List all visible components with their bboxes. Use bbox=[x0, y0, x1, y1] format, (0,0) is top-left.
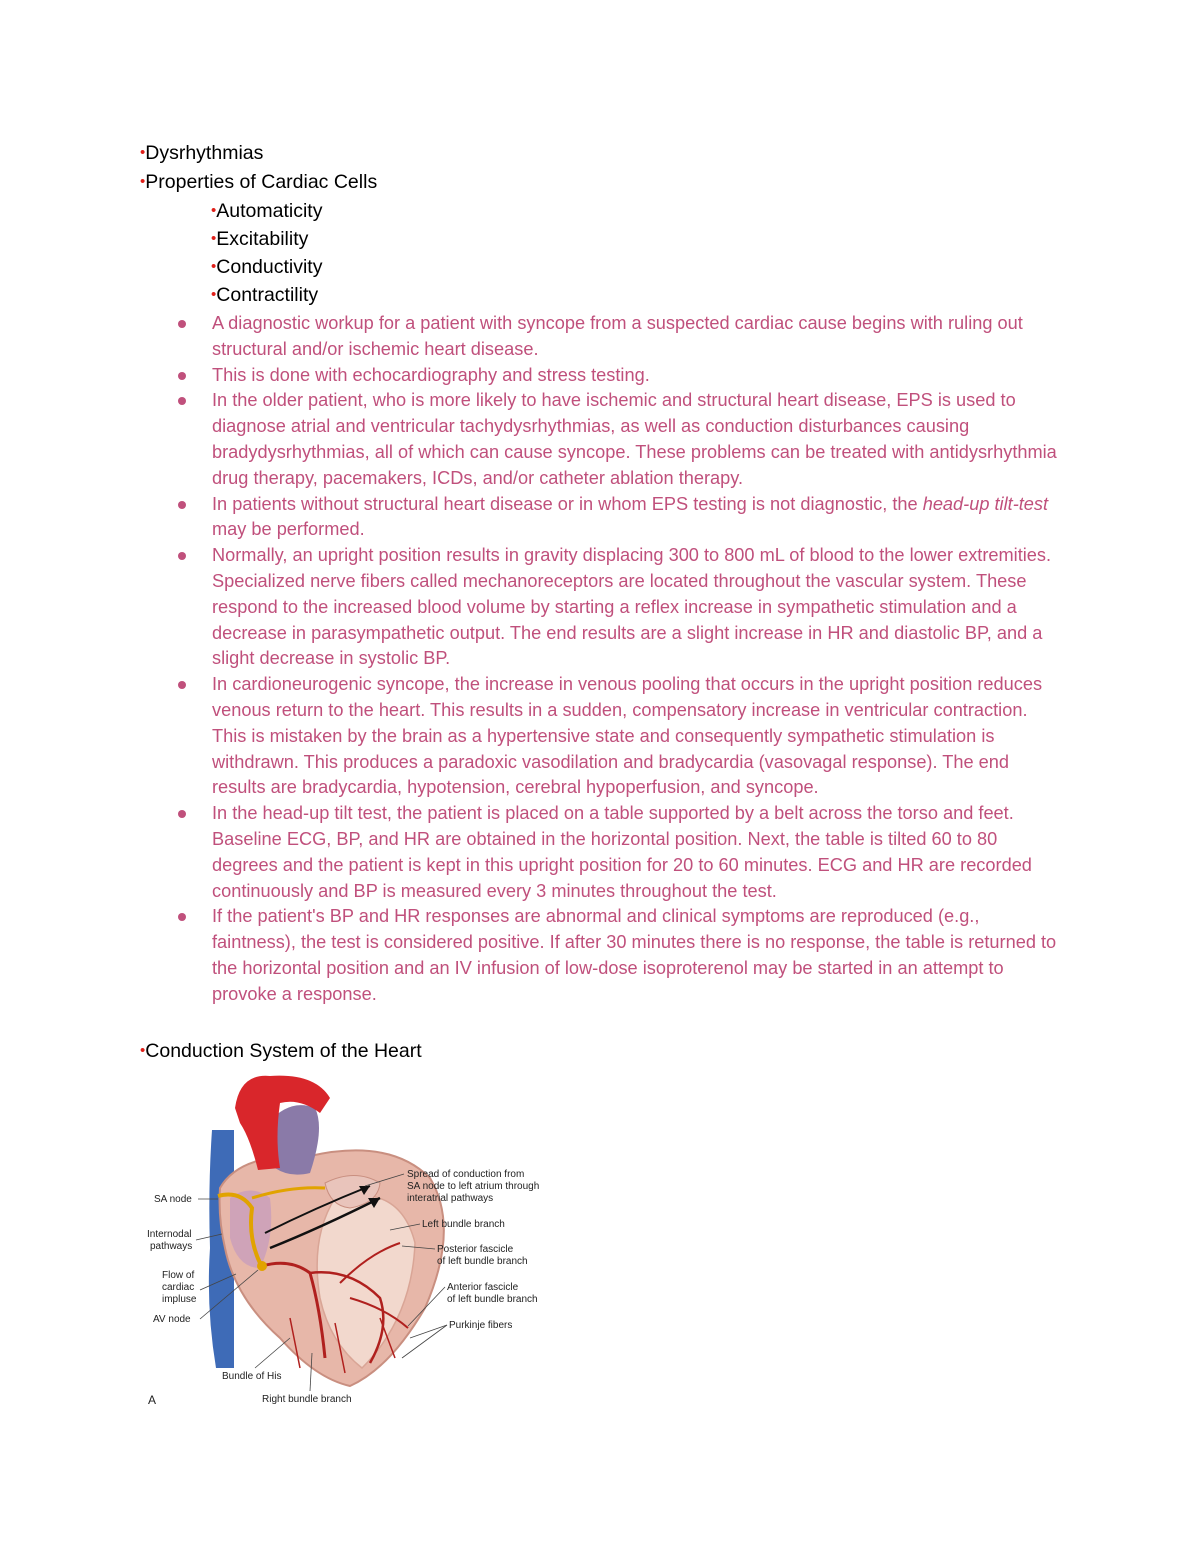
label-purkinje: Purkinje fibers bbox=[449, 1320, 513, 1331]
bullet-icon bbox=[178, 681, 186, 689]
label-spread-conduction: interatrial pathways bbox=[407, 1193, 494, 1204]
list-item: In cardioneurogenic syncope, the increase in venous pooling that occurs in the upright position reduces venous return to the heart. This results in a sudden, compensatory increase in ventricular contraction. This is mistaken by the brain as a hypertensive state and consequently sympathetic stimulation is withdrawn. This produces a paradoxic vasodilation and bradycardia (vasovagal response). The end results are bradycardia, hypotension, cerebral hypoperfusion, and syncope. bbox=[174, 672, 1064, 801]
property-item: •Automaticity bbox=[211, 200, 323, 222]
figure-panel-letter: A bbox=[148, 1393, 157, 1407]
label-internodal: Internodal bbox=[147, 1229, 192, 1240]
label-spread-conduction: Spread of conduction from bbox=[407, 1169, 525, 1180]
list-item: In the head-up tilt test, the patient is placed on a table supported by a belt across the torso and feet. Baseline ECG, BP, and HR are obtained in the horizontal position. Next, the table is tilted 60 to 80 degrees and the patient is kept in this upright position for 20 to 60 minutes. ECG and HR are recorded continuously and BP is measured every 3 minutes throughout the test. bbox=[174, 801, 1064, 904]
heading-dysrhythmias: •Dysrhythmias bbox=[140, 142, 264, 164]
label-left-bundle: Left bundle branch bbox=[422, 1219, 505, 1230]
heart-diagram-svg bbox=[140, 1068, 560, 1413]
label-posterior-fascicle: Posterior fascicle bbox=[437, 1244, 514, 1255]
label-flow: impluse bbox=[162, 1294, 197, 1305]
property-item: •Conductivity bbox=[211, 256, 323, 278]
bullet-icon bbox=[178, 501, 186, 509]
heading-conduction-system: •Conduction System of the Heart bbox=[140, 1040, 422, 1062]
list-item: Normally, an upright position results in gravity displacing 300 to 800 mL of blood to the lower extremities. Specialized nerve fibers called mechanoreceptors are located throughout the vascular system. These respond to the increased blood volume by starting a reflex increase in sympathetic stimulation and a decrease in parasympathetic output. The end results are a slight increase in HR and diastolic BP, and a slight decrease in systolic BP. bbox=[174, 543, 1064, 672]
bullet-icon: • bbox=[140, 144, 146, 161]
bullet-icon: • bbox=[211, 286, 217, 303]
label-bundle-of-his: Bundle of His bbox=[222, 1371, 282, 1382]
label-internodal: pathways bbox=[150, 1241, 193, 1252]
syncope-notes-list bbox=[174, 311, 1064, 1008]
bullet-icon: • bbox=[211, 258, 217, 275]
list-item: In patients without structural heart disease or in whom EPS testing is not diagnostic, the head-up tilt-test may be performed. bbox=[174, 492, 1064, 544]
heart-conduction-diagram bbox=[140, 1068, 560, 1413]
property-item: •Contractility bbox=[211, 284, 319, 306]
bullet-icon: • bbox=[211, 202, 217, 219]
bullet-icon bbox=[178, 810, 186, 818]
av-node-shape bbox=[257, 1261, 267, 1271]
label-av-node: AV node bbox=[153, 1314, 191, 1325]
list-item: A diagnostic workup for a patient with syncope from a suspected cardiac cause begins with ruling out structural and/or ischemic heart disease. bbox=[174, 311, 1064, 363]
list-item: This is done with echocardiography and stress testing. bbox=[174, 363, 1064, 389]
heading-properties: •Properties of Cardiac Cells bbox=[140, 171, 378, 193]
label-anterior-fascicle: Anterior fascicle bbox=[447, 1282, 519, 1293]
label-flow: Flow of bbox=[162, 1270, 195, 1281]
property-item: •Excitability bbox=[211, 228, 309, 250]
bullet-icon bbox=[178, 913, 186, 921]
label-flow: cardiac bbox=[162, 1282, 195, 1293]
bullet-icon: • bbox=[211, 230, 217, 247]
bullet-icon bbox=[178, 397, 186, 405]
label-right-bundle: Right bundle branch bbox=[262, 1394, 352, 1405]
bullet-icon: • bbox=[140, 1042, 146, 1059]
label-anterior-fascicle: of left bundle branch bbox=[447, 1294, 538, 1305]
bullet-icon: • bbox=[140, 173, 146, 190]
list-item: In the older patient, who is more likely to have ischemic and structural heart disease, EPS is used to diagnose atrial and ventricular tachydysrhythmias, as well as conduction disturbances causing bradydysrhythmias, all of which can cause syncope. These problems can be treated with antidysrhythmia drug therapy, pacemakers, ICDs, and/or catheter ablation therapy. bbox=[174, 388, 1064, 491]
label-posterior-fascicle: of left bundle branch bbox=[437, 1256, 528, 1267]
bullet-icon bbox=[178, 372, 186, 380]
label-spread-conduction: SA node to left atrium through bbox=[407, 1181, 540, 1192]
bullet-icon bbox=[178, 552, 186, 560]
label-sa-node: SA node bbox=[154, 1194, 192, 1205]
bullet-icon bbox=[178, 320, 186, 328]
list-item: If the patient's BP and HR responses are abnormal and clinical symptoms are reproduced (e.g., faintness), the test is considered positive. If after 30 minutes there is no response, the table is returned to the horizontal position and an IV infusion of low-dose isoproterenol may be started in an attempt to provoke a response. bbox=[174, 904, 1064, 1007]
